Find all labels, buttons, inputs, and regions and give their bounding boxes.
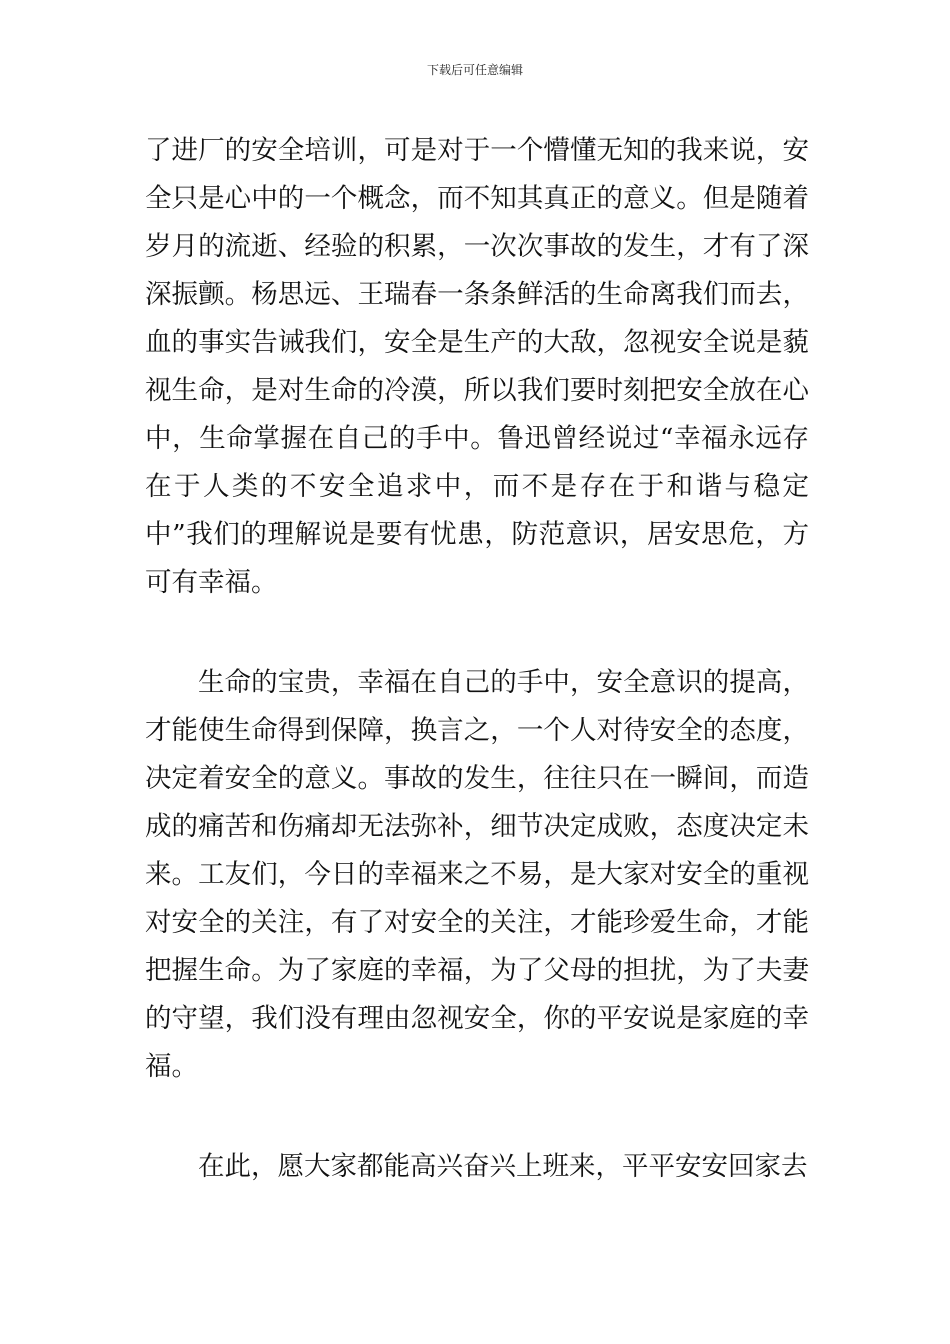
paragraph-gap (145, 607, 809, 659)
page-header-note: 下载后可任意编辑 (426, 63, 523, 77)
paragraph-1: 了进厂的安全培训，可是对于一个懵懂无知的我来说，安全只是心中的一个概念，而不知其真正的意义。但是随着岁月的流逝、经验的积累，一次次事故的发生，才有了深深振颤。杨思远、王瑞春一条条鲜活的生命离我们而去，血的事实告诫我们，安全是生产的大敌，忽视安全说是藐视生命，是对生命的冷漠，所以我们要时刻把安全放在心中，生命掌握在自己的手中。鲁迅曾经说过“幸福永远存在于人类的不安全追求中，而不是存在于和谐与稳定中”我们的理解说是要有忧患，防范意识，居安思危，方可有幸福。 (145, 135, 809, 598)
document-body (145, 127, 809, 1191)
paragraph-2: 生命的宝贵，幸福在自己的手中，安全意识的提高，才能使生命得到保障，换言之，一个人对待安全的态度，决定着安全的意义。事故的发生，往往只在一瞬间，而造成的痛苦和伤痛却无法弥补，细节决定成败，态度决定未来。工友们，今日的幸福来之不易，是大家对安全的重视对安全的关注，有了对安全的关注，才能珍爱生命，才能把握生命。为了家庭的幸福，为了父母的担扰，为了夫妻的守望，我们没有理由忽视安全，你的平安说是家庭的幸福。 (145, 667, 809, 1082)
paragraph-gap (145, 1091, 809, 1143)
paragraph-3: 在此，愿大家都能高兴奋兴上班来，平平安安回家去 (198, 1151, 808, 1182)
